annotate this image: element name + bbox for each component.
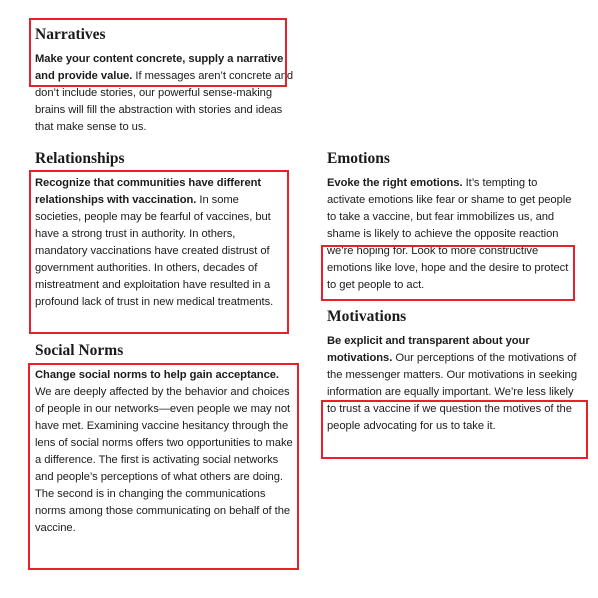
section-social-norms [35, 341, 297, 537]
body-narratives: If messages aren’t concrete and don’t include stories, our powerful sense-making brains will fill the abstraction with stories and ideas that make sense to us. [35, 70, 294, 133]
heading-motivations: Motivations [327, 308, 407, 325]
lead-emotions: Evoke the right emotions. [327, 177, 463, 189]
lead-social-norms: Change social norms to help gain acceptance. [35, 369, 279, 381]
lead-motivations: Be explicit and transparent about your motivations. [327, 335, 530, 364]
heading-social-norms: Social Norms [35, 342, 124, 359]
heading-narratives: Narratives [35, 26, 106, 43]
body-emotions: It’s tempting to activate emotions like fear or shame to get people to take a vaccine, but fear immobilizes us, and shame is likely to achieve the opposite reaction we’re hoping for. Look to more constructive emotions like love, hope and the desire to protect to get people to act. [327, 177, 572, 291]
lead-relationships: Recognize that communities have different relationships with vaccination. [35, 177, 262, 206]
paragraph-narratives [35, 51, 297, 136]
section-relationships [35, 149, 287, 311]
heading-emotions: Emotions [327, 150, 390, 167]
section-emotions [327, 149, 577, 294]
section-narratives [35, 25, 297, 136]
paragraph-social-norms [35, 367, 297, 537]
body-relationships: In some societies, people may be fearful of vaccines, but have a strong trust in authority. In others, mandatory vaccinations have created distrust of government authorities. In others, decades of mistreatment and exploitation have resulted in a profound lack of trust in new medical treatments. [35, 194, 274, 308]
paragraph-relationships [35, 175, 287, 311]
lead-narratives: Make your content concrete, supply a narrative and provide value. [35, 53, 284, 82]
paragraph-motivations [327, 333, 577, 435]
section-motivations [327, 307, 577, 435]
body-social-norms: We are deeply affected by the behavior and choices of people in our networks—even people we may not have met. Examining vaccine hesitancy through the lens of social norms offers two opportunities to make a difference. The first is activating social networks and people’s perceptions of what others are doing. The second is in changing the communications norms among those communicating on behalf of the vaccine. [35, 386, 293, 534]
heading-relationships: Relationships [35, 150, 125, 167]
paragraph-emotions [327, 175, 577, 294]
body-motivations: Our perceptions of the motivations of the messenger matters. Our motivations in seeking information are equally important. We’re less likely to trust a vaccine if we question the motives of the people advocating for us to take it. [327, 352, 578, 432]
